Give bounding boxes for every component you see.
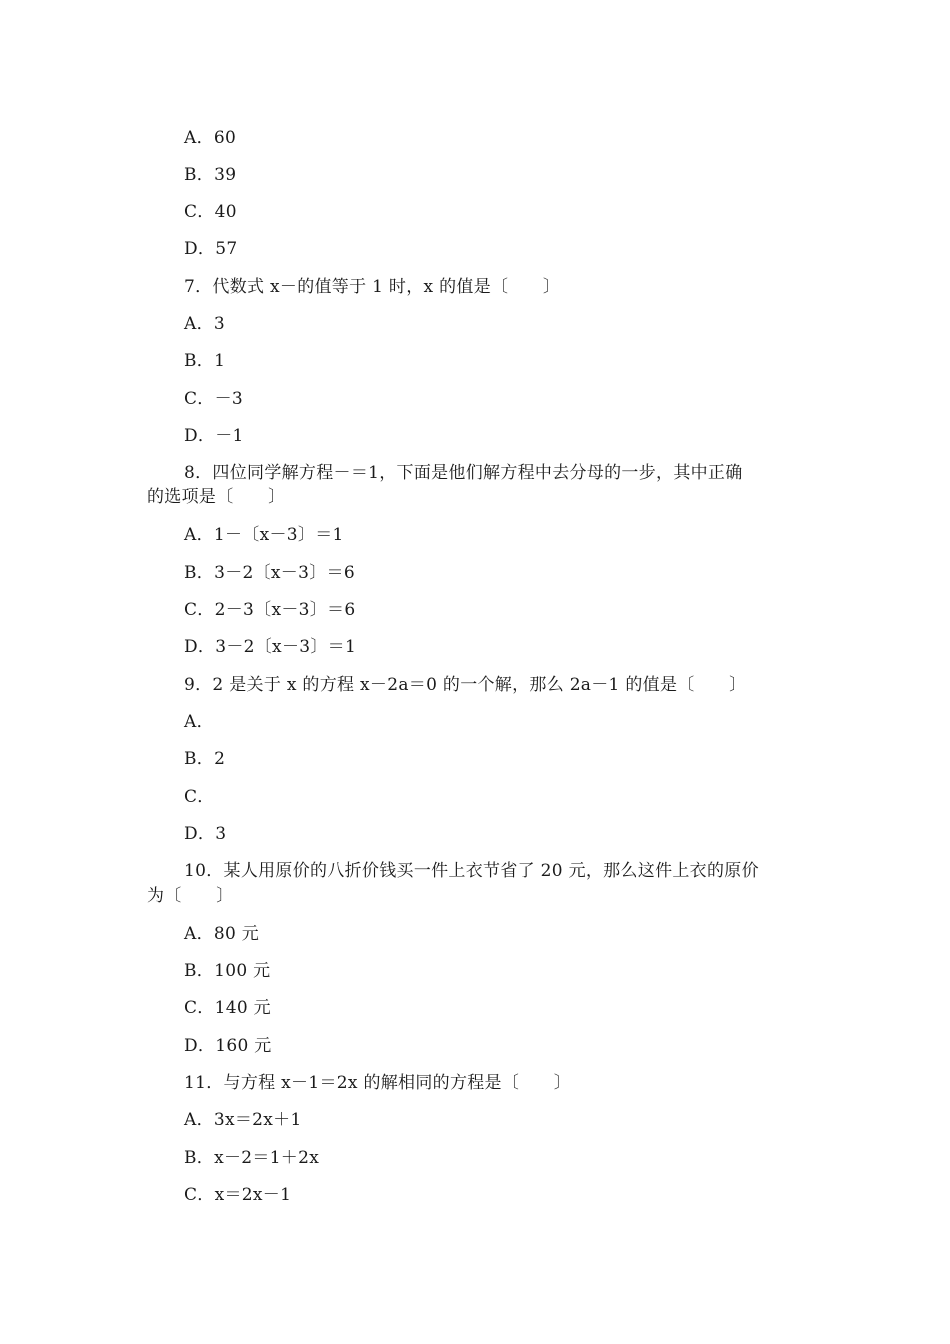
q6-option-a: A．60	[184, 128, 237, 148]
q7-option-b: B．1	[184, 351, 226, 371]
q10-option-a: A．80 元	[184, 924, 260, 944]
q8-option-c: C．2－3〔x－3〕＝6	[184, 600, 356, 620]
q8-option-b: B．3－2〔x－3〕＝6	[184, 563, 355, 583]
q11-option-b: B．x－2＝1＋2x	[184, 1148, 320, 1168]
q9-option-d: D．3	[184, 824, 227, 844]
q11-option-a: A．3x＝2x＋1	[184, 1110, 302, 1130]
q9-option-b: B．2	[184, 749, 226, 769]
q8-option-d: D．3－2〔x－3〕＝1	[184, 637, 357, 657]
q10-option-d: D．160 元	[184, 1036, 272, 1056]
q6-option-c: C．40	[184, 202, 237, 222]
q10-stem-line1: 10．某人用原价的八折价钱买一件上衣节省了 20 元，那么这件上衣的原价	[184, 861, 759, 881]
q7-option-c: C．－3	[184, 389, 244, 409]
q9-option-c: C．	[184, 787, 215, 807]
q8-option-a: A．1－〔x－3〕＝1	[184, 525, 344, 545]
q8-stem-line1: 8．四位同学解方程－＝1，下面是他们解方程中去分母的一步，其中正确	[184, 463, 743, 483]
q10-option-c: C．140 元	[184, 998, 271, 1018]
q7-stem: 7．代数式 x－的值等于 1 时，x 的值是〔 〕	[184, 277, 561, 297]
q6-option-b: B．39	[184, 165, 237, 185]
q11-stem: 11．与方程 x－1＝2x 的解相同的方程是〔 〕	[184, 1073, 572, 1093]
q11-option-c: C．x＝2x－1	[184, 1185, 292, 1205]
q7-option-a: A．3	[184, 314, 225, 334]
q6-option-d: D．57	[184, 239, 238, 259]
q7-option-d: D．－1	[184, 426, 244, 446]
q8-stem-line2: 的选项是〔 〕	[147, 487, 286, 507]
q9-option-a: A．	[184, 712, 214, 732]
q9-stem: 9．2 是关于 x 的方程 x－2a＝0 的一个解，那么 2a－1 的值是〔 〕	[184, 675, 747, 695]
q10-stem-line2: 为〔 〕	[147, 886, 234, 906]
q10-option-b: B．100 元	[184, 961, 271, 981]
